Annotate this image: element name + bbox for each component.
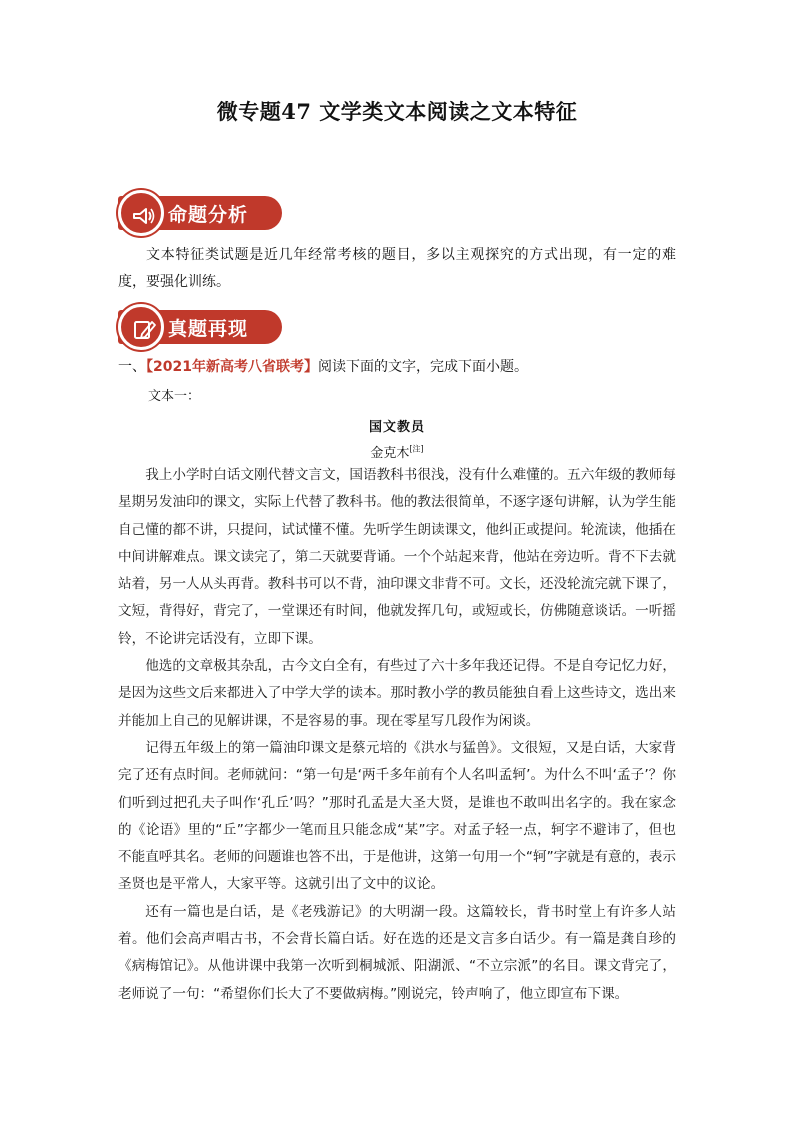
article-paragraph: 还有一篇也是白话，是《老残游记》的大明湖一段。这篇较长，背书时堂上有许多人站着。他们会高声唱古书，不会背长篇白话。好在选的还是文言多白话少。有一篇是龚自珍的《病梅馆记》。从他讲课中我第一次听到桐城派、阳湖派、“不立宗派”的名目。课文背完了，老师说了一句：“希望你们长大了不要做病梅。”刚说完，铃声响了，他立即宣布下课。 (118, 903, 676, 1002)
article-author (0, 442, 794, 461)
banner-label: 真题再现 (168, 318, 249, 340)
speaker-icon (130, 202, 158, 230)
banner-badge (118, 190, 164, 236)
article-paragraph: 我上小学时白话文刚代替文言文，国语教科书很浅，没有什么难懂的。五六年级的教师每星期另发油印的课文，实际上代替了教科书。他的教法很简单，不逐字逐句讲解，认为学生能自己懂的都不讲，只提问，试试懂不懂。先听学生朗读课文，他纠正或提问。轮流读，他插在中间讲解难点。课文读完了，第二天就要背诵。一个个站起来背，他站在旁边听。背不下去就站着，另一人从头再背。教科书可以不背，油印课文非背不可。文长，还没轮流完就下课了，文短，背得好，背完了，一堂课还有时间，他就发挥几句，或短或长，仿佛随意谈话。一听摇铃，不论讲完话没有，立即下课。 (118, 467, 676, 647)
banner-badge (118, 304, 164, 350)
intro-paragraph: 文本特征类试题是近几年经常考核的题目，多以主观探究的方式出现，有一定的难度，要强化训练。 (118, 247, 676, 290)
article-paragraph: 他选的文章极其杂乱，古今文白全有，有些过了六十多年我还记得。不是自夸记忆力好，是因为这些文后来都进入了中学大学的读本。那时教小学的教员能独自看上这些诗文，选出来并能加上自己的见解讲课，不是容易的事。现在零星写几段作为闲谈。 (118, 658, 676, 729)
exam-source-tag: 【2021年新高考八省联考】 (146, 359, 318, 375)
author-footnote-mark: [注] (409, 444, 424, 454)
article-body (118, 462, 676, 1008)
page-title: 微专题47 文学类文本阅读之文本特征 (216, 99, 578, 124)
question-number: 一、 (118, 359, 146, 375)
pencil-edit-icon (130, 316, 158, 344)
section-banner-analysis (118, 190, 282, 234)
question-header (118, 356, 528, 376)
article-title: 国文教员 (368, 420, 425, 435)
question-instruction: 阅读下面的文字，完成下面小题。 (317, 359, 528, 375)
author-name: 金克木 (370, 446, 410, 461)
text-label: 文本一： (148, 389, 201, 404)
section-banner-past-exams (118, 304, 282, 348)
banner-label: 命题分析 (168, 204, 249, 226)
article-paragraph: 记得五年级上的第一篇油印课文是蔡元培的《洪水与猛兽》。文很短，又是白话，大家背完了还有点时间。老师就问：“第一句是‘两千多年前有个人名叫孟轲’。为什么不叫‘孟子’？你们听到过把孔夫子叫作‘孔丘’吗？”那时孔孟是大圣大贤，是谁也不敢叫出名字的。我在家念的《论语》里的“丘”字都少一笔而且只能念成“某”字。对孟子轻一点，轲字不避讳了，但也不能直呼其名。老师的问题谁也答不出，于是他讲，这第一句用一个“轲”字就是有意的，表示圣贤也是平常人，大家平等。这就引出了文中的议论。 (118, 739, 676, 893)
